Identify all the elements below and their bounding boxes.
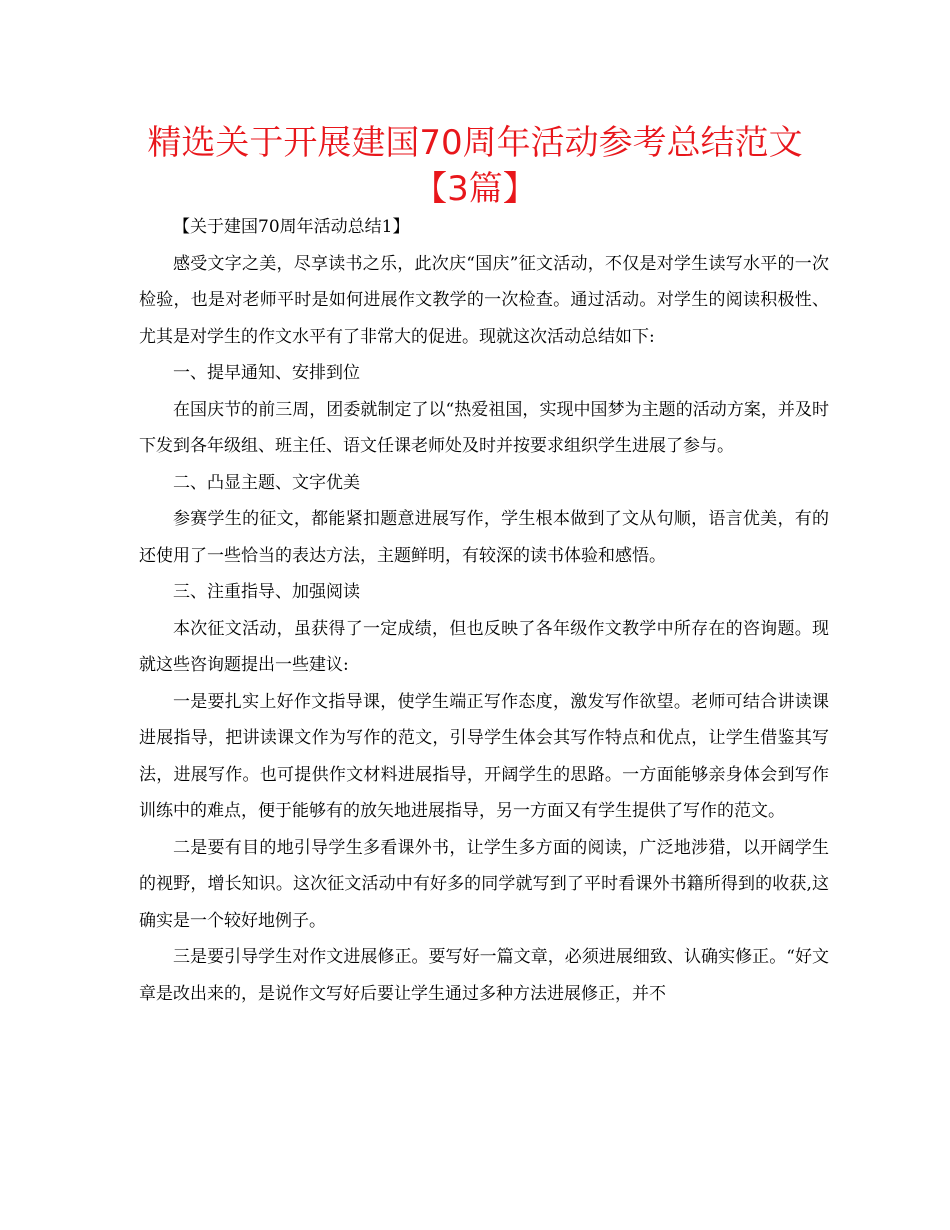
section-label: 【关于建国70周年活动总结1】 [173, 217, 410, 237]
paragraph: 参赛学生的征文，都能紧扣题意进展写作，学生根本做到了文从句顺，语言优美，有的还使用了一些恰当的表达方法，主题鲜明，有较深的读书体验和感悟。 [139, 509, 829, 566]
paragraph: 一是要扎实上好作文指导课，使学生端正写作态度，激发写作欲望。老师可结合讲读课进展指导，把讲读课文作为写作的范文，引导学生体会其写作特点和优点，让学生借鉴其写法，进展写作。也可提供作文材料进展指导，开阔学生的思路。一方面能够亲身体会到写作训练中的难点，便于能够有的放矢地进展指导，另一方面又有学生提供了写作的范文。 [139, 691, 829, 821]
section-heading: 二、凸显主题、文字优美 [173, 472, 360, 493]
paragraph: 感受文字之美，尽享读书之乐，此次庆“国庆”征文活动，不仅是对学生读写水平的一次检验，也是对老师平时是如何进展作文教学的一次检查。通过活动。对学生的阅读积极性、尤其是对学生的作文水平有了非常大的促进。现就这次活动总结如下: [139, 253, 829, 347]
paragraph: 本次征文活动，虽获得了一定成绩，但也反映了各年级作文教学中所存在的咨询题。现就这些咨询题提出一些建议: [139, 618, 829, 675]
section-heading: 一、提早通知、安排到位 [173, 363, 360, 383]
document-title: 精选关于开展建国70周年活动参考总结范文【3篇】 [147, 123, 803, 209]
paragraph: 三是要引导学生对作文进展修正。要写好一篇文章，必须进展细致、认确实修正。“好文章是改出来的，是说作文写好后要让学生通过多种方法进展修正，并不 [139, 947, 829, 1004]
paragraph: 在国庆节的前三周，团委就制定了以“热爱祖国，实现中国梦为主题的活动方案，并及时下发到各年级组、班主任、语文任课老师处及时并按要求组织学生进展了参与。 [139, 399, 829, 456]
document-body [139, 209, 829, 1012]
section-heading: 三、注重指导、加强阅读 [173, 582, 360, 602]
paragraph: 二是要有目的地引导学生多看课外书，让学生多方面的阅读，广泛地涉猎，以开阔学生的视野，增长知识。这次征文活动中有好多的同学就写到了平时看课外书籍所得到的收获,这确实是一个较好地例子。 [139, 837, 829, 931]
